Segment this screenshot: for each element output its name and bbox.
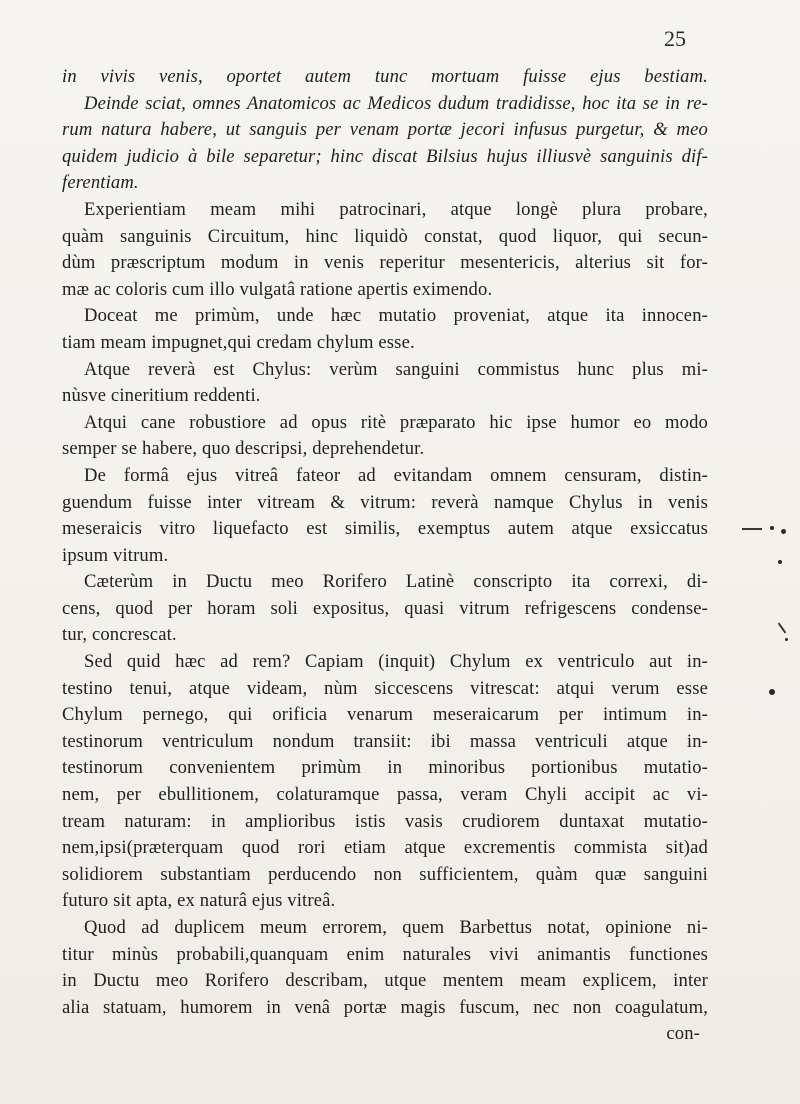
text-line: in vivis venis, oportet autem tunc mortuam fuisse ejus bestiam.: [62, 66, 708, 87]
text-line: nem,ipsi(præterquam quod rori etiam atque excrementis commista sit)ad: [62, 837, 708, 859]
text-line: testino tenui, atque videam, nùm siccescens vitrescat: atqui verum esse: [62, 677, 708, 699]
text-line: guendum fuisse inter vitream & vitrum: reverà namque Chylus in venis: [62, 491, 708, 513]
text-line: ipsum vitrum.: [62, 544, 169, 566]
text-line: tream naturam: in amplioribus istis vasis crudiorem duntaxat mutatio-: [62, 810, 708, 832]
margin-ink-dash: [742, 528, 762, 530]
text-line: Sed quid hæc ad rem? Capiam (inquit) Chylum ex ventriculo aut in-: [84, 651, 708, 673]
text-line: Cæterùm in Ductu meo Rorifero Latinè conscripto ita correxi, di-: [84, 571, 708, 593]
text-line: titur minùs probabili,quanquam enim naturales vivi animantis functiones: [62, 943, 708, 965]
margin-ink-tick: [778, 623, 787, 634]
text-line: nùsve cineritium reddenti.: [62, 385, 261, 407]
margin-ink-dot: [770, 526, 774, 530]
body-text: [62, 64, 708, 1048]
text-line: in Ductu meo Rorifero describam, utque mentem meam explicem, inter: [62, 970, 708, 992]
text-line: semper se habere, quo descripsi, deprehendetur.: [62, 438, 425, 460]
text-line: futuro sit apta, ex naturâ ejus vitreâ.: [62, 890, 336, 912]
margin-ink-dot: [781, 529, 786, 534]
text-line: solidiorem substantiam perducendo non sufficientem, quàm quæ sanguini: [62, 863, 708, 885]
text-line: dùm præscriptum modum in venis reperitur mesentericis, alterius sit for-: [62, 252, 708, 274]
text-line: tiam meam impugnet,qui credam chylum esse.: [62, 331, 415, 353]
text-line: rum natura habere, ut sanguis per venam portæ jecori infusus purgetur, & meo: [62, 119, 708, 141]
text-line: quidem judicio à bile separetur; hinc discat Bilsius hujus illiusvè sanguinis dif-: [62, 145, 708, 167]
text-line: Atque reverà est Chylus: verùm sanguini commistus hunc plus mi-: [84, 358, 708, 380]
text-line: quàm sanguinis Circuitum, hinc liquidò constat, quod liquor, qui secun-: [62, 225, 708, 247]
text-line: meseraicis vitro liquefacto est similis, exemptus autem atque exsiccatus: [62, 518, 708, 540]
text-line: De formâ ejus vitreâ fateor ad evitandam omnem censuram, distin-: [84, 464, 708, 486]
margin-ink-dot: [785, 638, 788, 641]
text-line: Experientiam meam mihi patrocinari, atque longè plura probare,: [84, 198, 708, 220]
text-line: Quod ad duplicem meum errorem, quem Barbettus notat, opinione ni-: [84, 917, 708, 938]
text-line: mæ ac coloris cum illo vulgatâ ratione apertis eximendo.: [62, 278, 493, 300]
text-line: Atqui cane robustiore ad opus ritè præparato hic ipse humor eo modo: [84, 411, 708, 433]
text-line: ferentiam.: [62, 172, 139, 194]
catchword: con-: [666, 1023, 700, 1045]
text-line: cens, quod per horam soli expositus, quasi vitrum refrigescens condense-: [62, 597, 708, 619]
text-line: testinorum convenientem primùm in minoribus portionibus mutatio-: [62, 757, 708, 779]
text-line: tur, concrescat.: [62, 624, 177, 646]
text-line: Doceat me primùm, unde hæc mutatio proveniat, atque ita innocen-: [84, 305, 708, 327]
margin-ink-dot: [769, 689, 775, 695]
text-line: Chylum pernego, qui orificia venarum meseraicarum per intimum in-: [62, 704, 708, 726]
page-number: 25: [664, 26, 686, 51]
text-line: alia statuam, humorem in venâ portæ magis fuscum, nec non coagulatum,: [62, 996, 708, 1018]
margin-ink-dot: [778, 560, 782, 564]
text-line: nem, per ebullitionem, colaturamque passa, veram Chyli accipit ac vi-: [62, 784, 708, 806]
text-line: Deinde sciat, omnes Anatomicos ac Medicos dudum tradidisse, hoc ita se in re-: [84, 92, 708, 114]
text-line: testinorum ventriculum nondum transiit: ibi massa ventriculi atque in-: [62, 730, 708, 752]
